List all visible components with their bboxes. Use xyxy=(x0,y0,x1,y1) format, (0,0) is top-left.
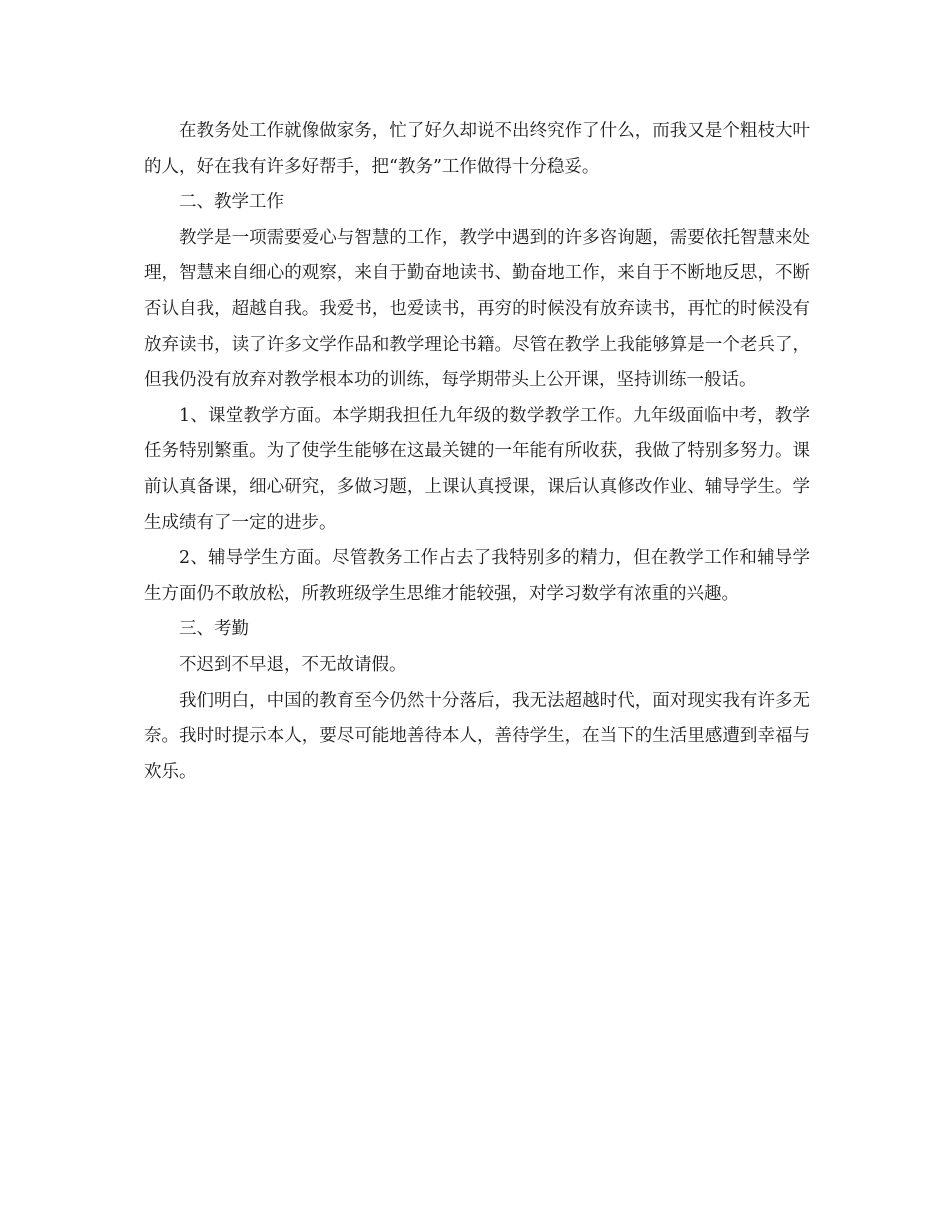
paragraph-classroom-teaching: 1、课堂教学方面。本学期我担任九年级的数学教学工作。九年级面临中考，教学任务特别繁重。为了使学生能够在这最关键的一年能有所收获，我做了特别多努力。课前认真备课，细心研究，多做习题，上课认真授课，课后认真修改作业、辅导学生。学生成绩有了一定的进步。 xyxy=(144,405,810,533)
paragraph-intro: 在教务处工作就像做家务，忙了好久却说不出终究作了什么，而我又是个粗枝大叶的人，好在我有许多好帮手，把“教务”工作做得十分稳妥。 xyxy=(144,121,810,177)
paragraph-attendance: 不迟到不早退，不无故请假。 xyxy=(179,654,407,675)
paragraph-conclusion: 我们明白，中国的教育至今仍然十分落后，我无法超越时代，面对现实我有许多无奈。我时时提示本人，要尽可能地善待本人，善待学生，在当下的生活里感遭到幸福与欢乐。 xyxy=(144,690,810,782)
section-heading-attendance: 三、考勤 xyxy=(179,619,249,640)
section-heading-teaching: 二、教学工作 xyxy=(179,192,284,213)
paragraph-student-guidance: 2、辅导学生方面。尽管教务工作占去了我特别多的精力，但在教学工作和辅导学生方面仍不敢放松，所教班级学生思维才能较强，对学习数学有浓重的兴趣。 xyxy=(144,548,810,604)
document-body xyxy=(144,114,810,790)
paragraph-teaching: 教学是一项需要爱心与智慧的工作，教学中遇到的许多咨询题，需要依托智慧来处理，智慧来自细心的观察，来自于勤奋地读书、勤奋地工作，来自于不断地反思，不断否认自我，超越自我。我爱书，也爱读书，再穷的时候没有放弃读书，再忙的时候没有放弃读书，读了许多文学作品和教学理论书籍。尽管在教学上我能够算是一个老兵了，但我仍没有放弃对教学根本功的训练，每学期带头上公开课，坚持训练一般话。 xyxy=(144,227,810,391)
